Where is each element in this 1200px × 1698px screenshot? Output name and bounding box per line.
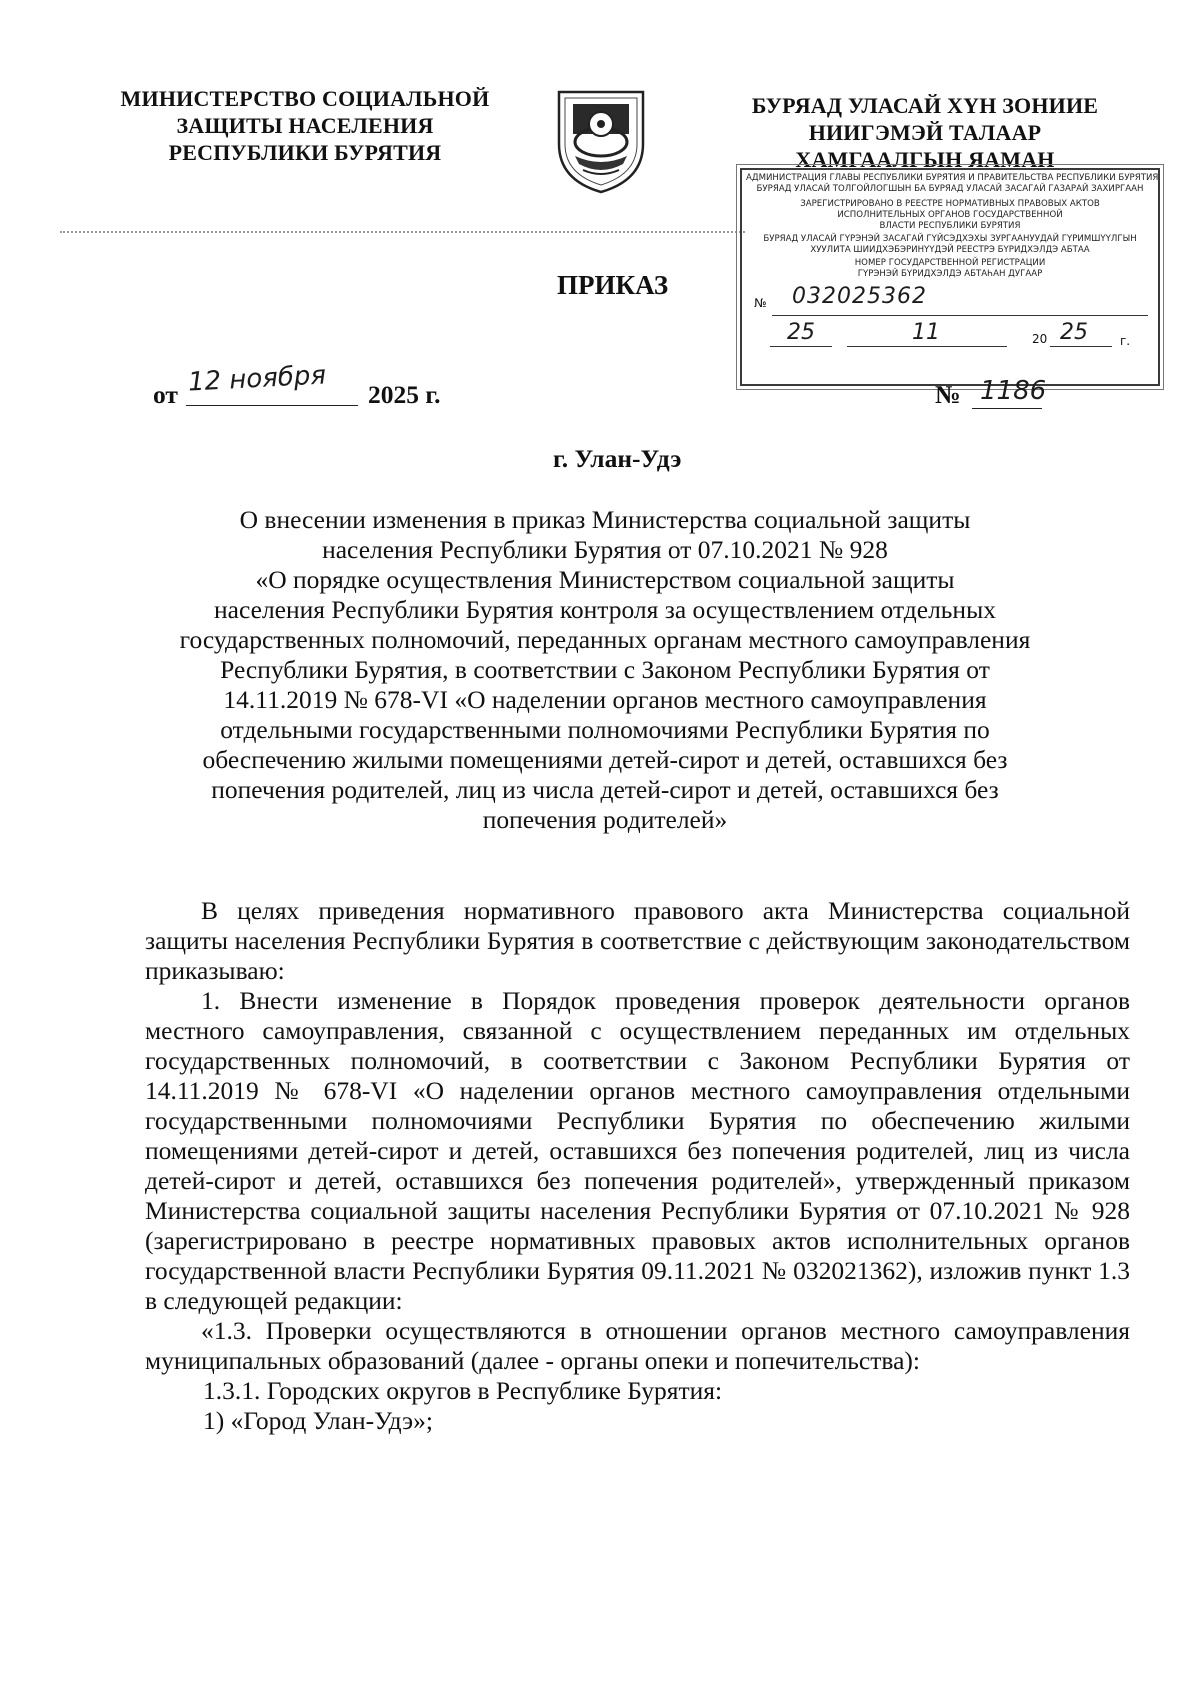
stamp-line-1: АДМИНИСТРАЦИЯ ГЛАВЫ РЕСПУБЛИКИ БУРЯТИЯ И ПРАВИТЕЛЬСТВА РЕСПУБЛИКИ БУРЯТИЯ [746,173,1159,183]
order-body [145,896,1130,1436]
stamp-line-5: ВЛАСТИ РЕСПУБЛИКИ БУРЯТИЯ [879,221,1021,231]
subject-line: населения Республики Бурятия контроля за осуществлением отдельных [214,595,996,624]
subject-line: О внесении изменения в приказ Министерства социальной защиты [239,505,971,534]
stamp-day-underline [770,346,832,347]
subject-line: попечения родителей» [482,805,728,834]
subject-line: Республики Бурятия, в соответствии с Законом Республики Бурятия от [220,655,990,684]
body-item-1-3: «1.3. Проверки осуществляются в отношении органов местного самоуправления муниципальных образований (далее - органы опеки и попечительства): [145,1316,1130,1375]
stamp-line-3: ЗАРЕГИСТРИРОВАНО В РЕЕСТРЕ НОРМАТИВНЫХ ПРАВОВЫХ АКТОВ [800,199,1100,209]
subject-line: государственных полномочий, переданных органам местного самоуправления [179,625,1031,654]
order-subject [130,505,1080,835]
registration-stamp [740,168,1160,386]
body-item-1-3-1-1: 1) «Город Улан-Удэ»; [203,1406,433,1435]
stamp-date-suffix: г. [1120,334,1131,348]
stamp-line-4: ИСПОЛНИТЕЛЬНЫХ ОРГАНОВ ГОСУДАРСТВЕННОЙ [837,210,1063,220]
stamp-date-month: 11 [912,320,940,345]
stamp-registration-number: 032025362 [792,284,927,309]
header-divider [60,231,745,233]
body-item-1-3-1: 1.3.1. Городских округов в Республике Бурятия: [203,1376,723,1405]
ministry-name-bua [705,92,1145,173]
ministry-name-bua-line-3: ХАМГААЛГЫН ЯАМАН [795,147,1055,172]
stamp-date-year-prefix: 20 [1032,332,1048,346]
coat-of-arms-icon [553,84,649,196]
stamp-line-7: ХУУЛИТА ШИИДХЭБЭРИНҮҮДЭЙ РЕЕСТРЭ БҮРИДХЭЛДЭ АБТАА [810,245,1090,255]
subject-line: обеспечению жилыми помещениями детей-сирот и детей, оставшихся без [202,745,1008,774]
subject-line: попечения родителей, лиц из числа детей-сирот и детей, оставшихся без [211,775,999,804]
body-intro: В целях приведения нормативного правового акта Министерства социальной защиты населения Республики Бурятия в соответствие с действующим законодательством приказываю: [145,896,1130,985]
ministry-name-ru [105,85,505,166]
ministry-name-ru-line-1: МИНИСТЕРСТВО СОЦИАЛЬНОЙ [120,86,490,111]
subject-line: населения Республики Бурятия от 07.10.2021 № 928 [322,535,888,564]
order-city: г. Улан-Удэ [553,444,682,473]
stamp-date-year: 25 [1060,320,1088,345]
stamp-date-day: 25 [787,320,815,345]
stamp-year-underline [1050,346,1112,347]
body-item-1: 1. Внести изменение в Порядок проведения проверок деятельности органов местного самоуправления, связанной с осуществлением переданных им отдельных государственных полномочий, в соответствии с Законом Республики Бурятия от 14.11.2019 № 678-VI «О наделении органов местного самоуправления отдельными государственными полномочиями Республики Бурятия по обеспечению жилыми помещениями детей-сирот и детей, оставшихся без попечения родителей, лиц из числа детей-сирот и детей, оставшихся без попечения родителей», утвержденный приказом Министерства социальной защиты населения Республики Бурятия от 07.10.2021 № 928 (зарегистрировано в реестре нормативных правовых актов исполнительных органов государственной власти Республики Бурятия 09.11.2021 № 032021362), изложив пункт 1.3 в следующей редакции: [145,986,1130,1315]
page-title: ПРИКАЗ [557,270,669,300]
stamp-number-underline [772,315,1148,316]
order-date-handwritten: 12 ноября [187,360,327,398]
subject-line: отдельными государственными полномочиями Республики Бурятия по [220,715,990,744]
subject-line: 14.11.2019 № 678-VI «О наделении органов местного самоуправления [223,685,987,714]
order-date [153,380,178,410]
order-number-underline [972,408,1042,409]
stamp-line-8: НОМЕР ГОСУДАРСТВЕННОЙ РЕГИСТРАЦИИ [854,258,1046,268]
ministry-name-bua-line-1: БУРЯАД УЛАСАЙ ХҮН ЗОНИИЕ [751,93,1099,118]
order-date-underline [186,405,358,406]
stamp-line-2: БУРЯАД УЛАСАЙ ТОЛГОЙЛОГШЫН БА БУРЯАД УЛАСАЙ ЗАСАГАЙ ГАЗАРАЙ ЗАХИРГААН [756,184,1144,194]
ministry-name-ru-line-3: РЕСПУБЛИКИ БУРЯТИЯ [168,140,442,165]
subject-line: «О порядке осуществления Министерством социальной защиты [255,565,955,594]
order-number-prefix: № [935,380,961,409]
order-date-prefix: от [153,380,178,409]
order-date-year: 2025 г. [368,380,441,409]
order-number-handwritten: 1186 [980,376,1047,406]
stamp-line-6: БУРЯАД УЛАСАЙ ГҮРЭНЭЙ ЗАСАГАЙ ГҮЙСЭДХЭХЫ ЗУРГААНУУДАЙ ГҮРИМШҮҮЛГЫН [763,234,1137,244]
stamp-line-9: ГҮРЭНЭЙ БҮРИДХЭЛДЭ АБТАҺАН ДУГААР [857,269,1043,279]
stamp-number-prefix: № [754,296,767,310]
ministry-name-ru-line-2: ЗАЩИТЫ НАСЕЛЕНИЯ [176,113,434,138]
stamp-month-underline [847,346,1007,347]
ministry-name-bua-line-2: НИИГЭМЭЙ ТАЛААР [808,120,1042,145]
